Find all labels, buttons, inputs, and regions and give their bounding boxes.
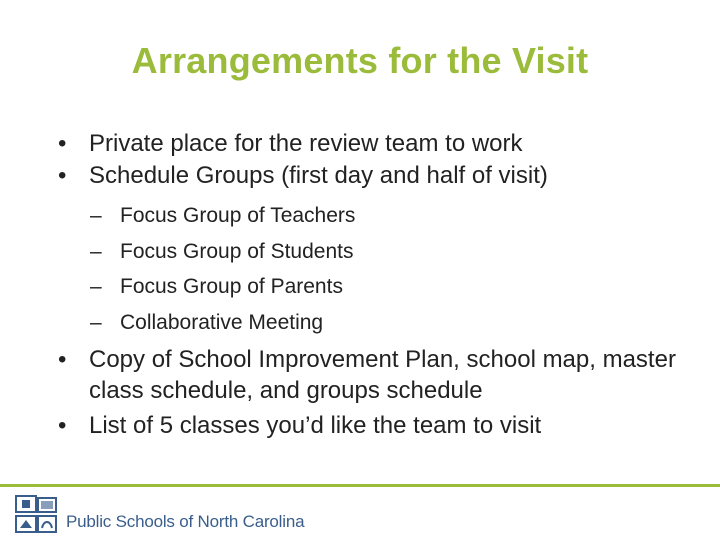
bullet-marker: • [58,346,67,373]
bullet-item [58,128,698,160]
footer-org-name: Public Schools of North Carolina [66,512,305,531]
dash-marker: – [90,204,102,227]
sub-bullet-text: Focus Group of Parents [120,275,343,298]
sub-bullet-item [58,234,698,270]
dash-marker: – [90,239,102,263]
sub-bullet-item [58,198,698,234]
bullet-text: Copy of School Improvement Plan, school map, master class schedule, and groups schedule [89,346,676,404]
bullet-marker: • [58,130,67,157]
bullet-item [58,344,698,406]
bullet-list [58,128,698,442]
bullet-item [58,410,698,442]
sub-bullet-list [58,198,698,340]
sub-bullet-text: Focus Group of Teachers [120,204,356,227]
sub-bullet-text: Collaborative Meeting [120,310,324,334]
bullet-marker: • [58,412,67,439]
bullet-text: List of 5 classes you’d like the team to visit [89,412,542,439]
bullet-item [58,160,698,192]
slide-title: Arrangements for the Visit [131,40,589,81]
sub-bullet-item [58,305,698,341]
bullet-marker: • [58,162,67,189]
sub-bullet-item [58,269,698,305]
dash-marker: – [90,310,102,334]
bullet-text: Private place for the review team to work [89,130,523,157]
footer-divider [0,484,720,487]
dash-marker: – [90,275,102,298]
bullet-text: Schedule Groups (first day and half of visit) [89,162,548,189]
sub-bullet-text: Focus Group of Students [120,239,354,263]
nc-schools-logo-icon [14,492,60,536]
